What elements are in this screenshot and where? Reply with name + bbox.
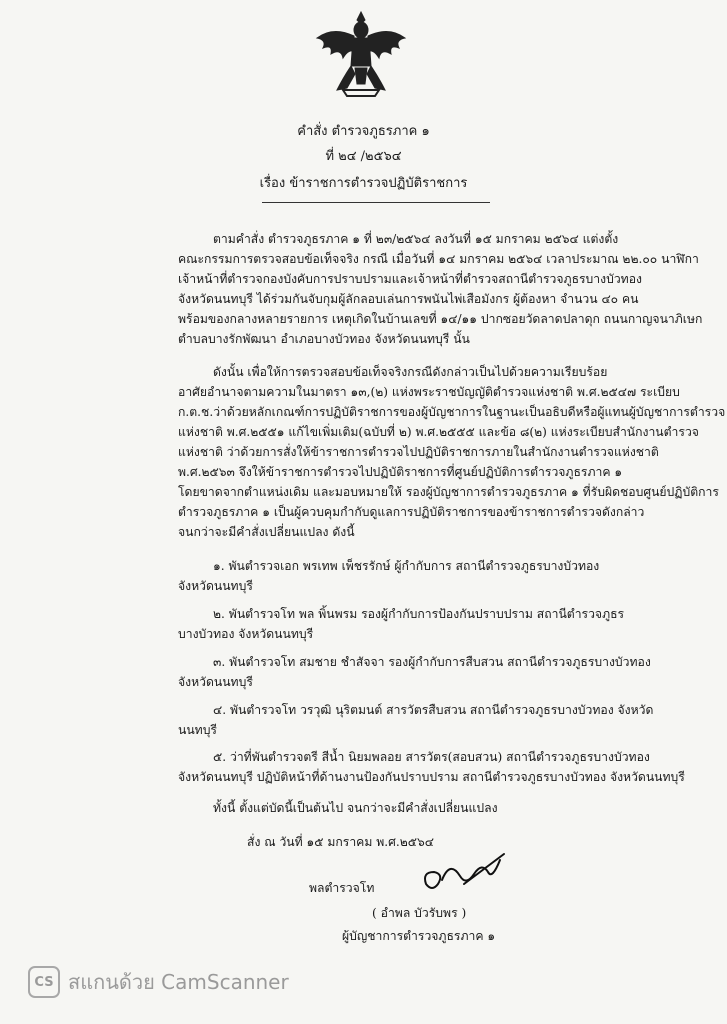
list-item: บางบัวทอง จังหวัดนนทบุรี (178, 627, 314, 641)
list-item: ๕. ว่าที่พันตำรวจตรี สีน้ำ นิยมพลอย สารวัตร(สอบสวน) สถานีตำรวจภูธรบางบัวทอง (213, 750, 650, 764)
camscanner-icon: CS (28, 966, 60, 998)
watermark-text: สแกนด้วย CamScanner (68, 970, 289, 994)
paragraph-line: พ.ศ.๒๕๖๓ จึงให้ข้าราชการตำรวจไปปฏิบัติราชการที่ศูนย์ปฏิบัติการตำรวจภูธรภาค ๑ (178, 465, 623, 479)
closing-line: ทั้งนี้ ตั้งแต่บัดนี้เป็นต้นไป จนกว่าจะมีคำสั่งเปลี่ยนแปลง (213, 801, 498, 815)
list-item: ๑. พันตำรวจเอก พรเทพ เพ็ชรรักษ์ ผู้กำกับการ สถานีตำรวจภูธรบางบัวทอง (213, 559, 600, 573)
order-number: ที่ ๒๔ /๒๕๖๔ (325, 149, 402, 164)
paragraph-line: จนกว่าจะมีคำสั่งเปลี่ยนแปลง ดังนี้ (178, 525, 355, 539)
paragraph-line: แห่งชาติ ว่าด้วยการสั่งให้ข้าราชการตำรวจไปปฏิบัติราชการภายในสำนักงานตำรวจแห่งชาติ (178, 445, 659, 459)
paragraph-line: ก.ต.ช.ว่าด้วยหลักเกณฑ์การปฏิบัติราชการของผู้บัญชาการในฐานะเป็นอธิบดีหรือผู้แทนผู้บัญชาการตำรวจ (178, 405, 726, 419)
list-item: จังหวัดนนทบุรี (178, 675, 253, 689)
paragraph-line: แห่งชาติ พ.ศ.๒๕๕๑ แก้ไขเพิ่มเติม(ฉบับที่ ๒) พ.ศ.๒๕๕๕ และข้อ ๘(๒) แห่งระเบียบสำนักงานตำรวจ (178, 425, 699, 439)
garuda-emblem (313, 8, 409, 98)
paragraph-line: ตามคำสั่ง ตำรวจภูธรภาค ๑ ที่ ๒๓/๒๕๖๔ ลงวันที่ ๑๕ มกราคม ๒๕๖๔ แต่งตั้ง (213, 232, 619, 246)
paragraph-line: พร้อมของกลางหลายรายการ เหตุเกิดในบ้านเลขที่ ๑๔/๑๑ ปากซอยวัดลาดปลาดุก ถนนกาญจนาภิเษก (178, 312, 703, 326)
header-divider (262, 202, 490, 203)
signer-name: ( อำพล บัวรับพร ) (372, 906, 467, 920)
paragraph-line: ตำบลบางรักพัฒนา อำเภอบางบัวทอง จังหวัดนนทบุรี นั้น (178, 332, 470, 346)
order-subject: เรื่อง ข้าราชการตำรวจปฏิบัติราชการ (259, 176, 468, 191)
list-item: จังหวัดนนทบุรี ปฏิบัติหน้าที่ด้านงานป้องกันปราบปราม สถานีตำรวจภูธรบางบัวทอง จังหวัดนนทบุรี (178, 770, 685, 784)
list-item: ๔. พันตำรวจโท วรวุฒิ นุริตมนต์ สารวัตรสืบสวน สถานีตำรวจภูธรบางบัวทอง จังหวัด (213, 703, 654, 717)
paragraph-line: โดยขาดจากตำแหน่งเดิม และมอบหมายให้ รองผู้บัญชาการตำรวจภูธรภาค ๑ ที่รับผิดชอบศูนย์ปฏิบัติการ (178, 485, 719, 499)
signed-date: สั่ง ณ วันที่ ๑๕ มกราคม พ.ศ.๒๕๖๔ (247, 835, 434, 849)
handwritten-signature (420, 850, 510, 898)
camscanner-watermark (28, 966, 289, 998)
list-item: จังหวัดนนทบุรี (178, 579, 253, 593)
paragraph-line: เจ้าหน้าที่ตำรวจกองบังคับการปราบปรามและเจ้าหน้าที่ตำรวจสถานีตำรวจภูธรบางบัวทอง (178, 272, 642, 286)
signer-rank: พลตำรวจโท (309, 881, 375, 895)
paragraph-line: ดังนั้น เพื่อให้การตรวจสอบข้อเท็จจริงกรณีดังกล่าวเป็นไปด้วยความเรียบร้อย (213, 365, 608, 379)
list-item: ๓. พันตำรวจโท สมชาย ชำสัจจา รองผู้กำกับการสืบสวน สถานีตำรวจภูธรบางบัวทอง (213, 655, 651, 669)
list-item: นนทบุรี (178, 723, 217, 737)
paragraph-line: อาศัยอำนาจตามความในมาตรา ๑๓,(๒) แห่งพระราชบัญญัติตำรวจแห่งชาติ พ.ศ.๒๕๔๗ ระเบียบ (178, 385, 680, 399)
list-item: ๒. พันตำรวจโท พล พิ้นพรม รองผู้กำกับการป้องกันปราบปราม สถานีตำรวจภูธร (213, 607, 625, 621)
order-title: คำสั่ง ตำรวจภูธรภาค ๑ (297, 124, 430, 139)
paragraph-line: ตำรวจภูธรภาค ๑ เป็นผู้ควบคุมกำกับดูแลการปฏิบัติราชการของข้าราชการตำรวจดังกล่าว (178, 505, 645, 519)
paragraph-line: คณะกรรมการตรวจสอบข้อเท็จจริง กรณี เมื่อวันที่ ๑๔ มกราคม ๒๕๖๔ เวลาประมาณ ๒๒.๐๐ นาฬิกา (178, 252, 699, 266)
paragraph-line: จังหวัดนนทบุรี ได้ร่วมกันจับกุมผู้ลักลอบเล่นการพนันไพ่เสือมังกร ผู้ต้องหา จำนวน ๔๐ คน (178, 292, 639, 306)
signer-title: ผู้บัญชาการตำรวจภูธรภาค ๑ (342, 929, 496, 943)
